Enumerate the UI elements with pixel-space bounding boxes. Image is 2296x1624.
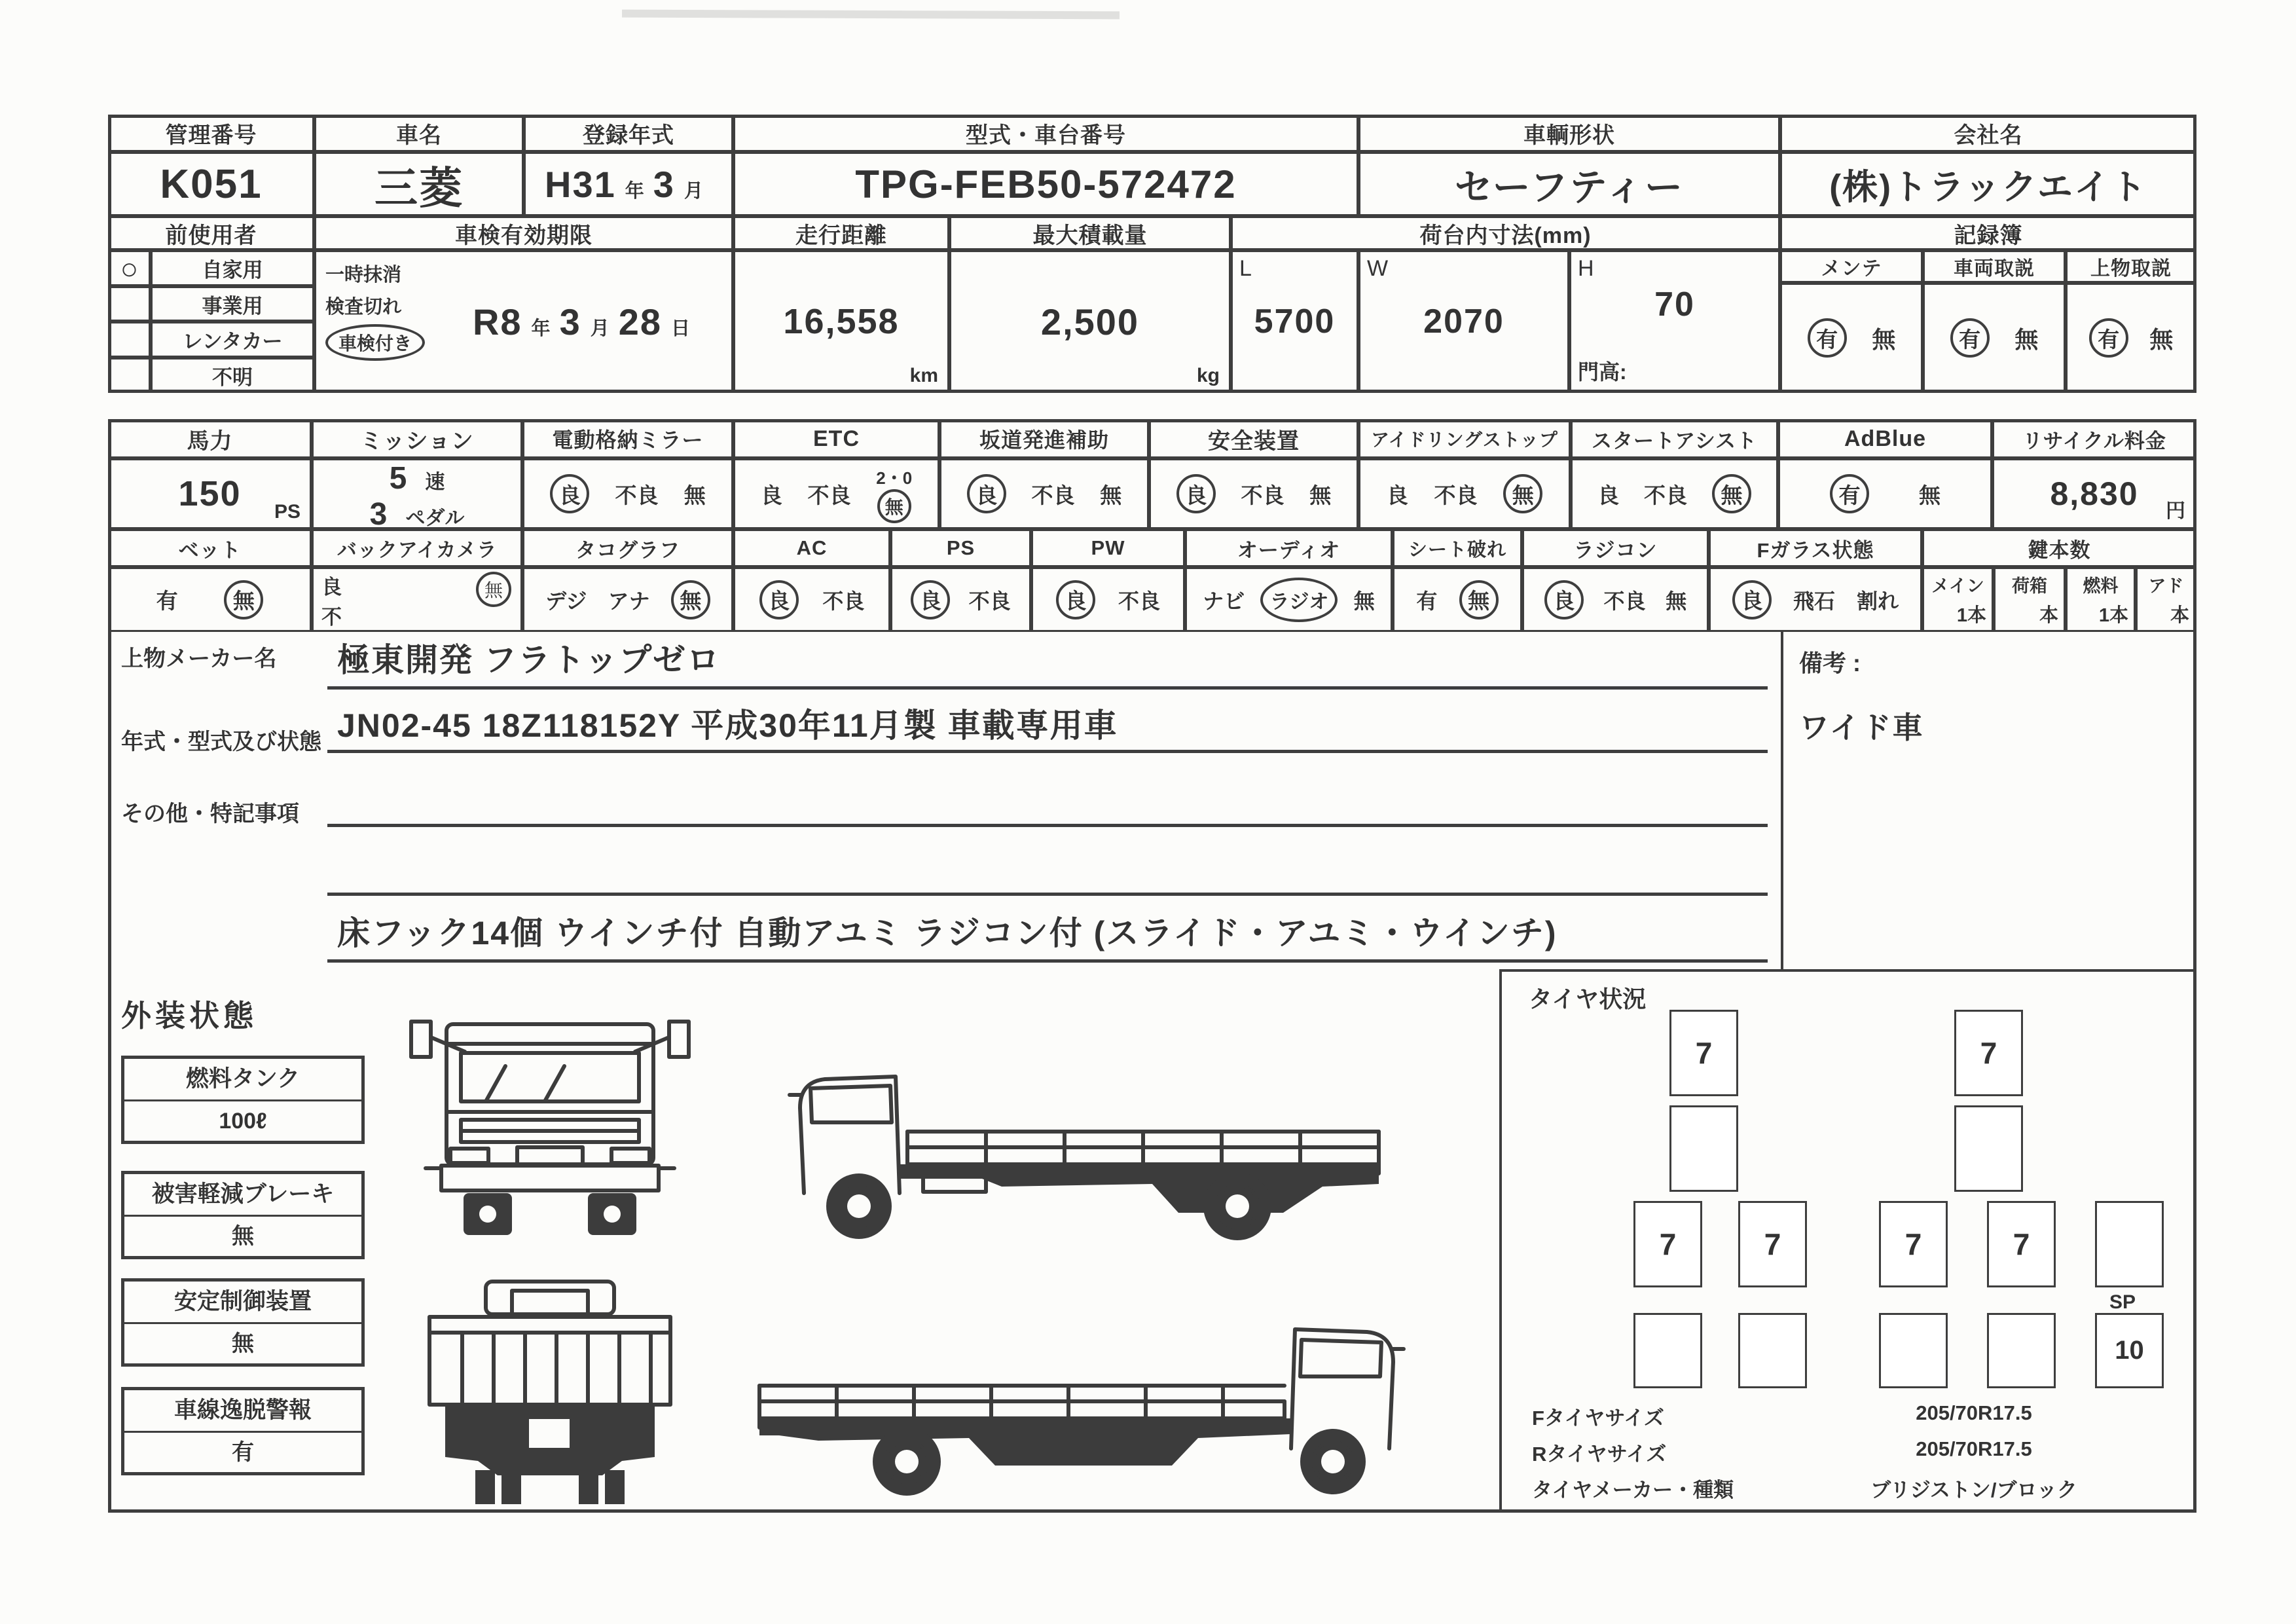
header-pw: PW xyxy=(1031,529,1185,567)
tachograph-value: デジ アナ 無 xyxy=(522,567,733,632)
header-front-glass: Fガラス状態 xyxy=(1709,529,1922,567)
tire-front-right: 7 xyxy=(1954,1010,2023,1096)
key-fuel-cell: 燃料 1本 xyxy=(2066,567,2136,632)
header-idling-stop: アイドリングストップ xyxy=(1358,419,1571,458)
idling-stop-value: 良 不良 無 xyxy=(1358,458,1571,529)
header-key-count: 鍵本数 xyxy=(1922,529,2196,567)
header-start-assist: スタートアシスト xyxy=(1571,419,1778,458)
header-previous-user: 前使用者 xyxy=(108,216,314,250)
mileage-value: 16,558 km xyxy=(733,250,949,393)
prev-user-mark-rental xyxy=(108,322,151,358)
header-max-payload: 最大積載量 xyxy=(949,216,1231,250)
tire-rear-outer-right: 7 xyxy=(1987,1201,2056,1287)
prev-user-mark-unknown xyxy=(108,358,151,393)
etc-value: 良 不良 2・0 無 xyxy=(733,458,939,529)
tire-front-left: 7 xyxy=(1669,1010,1738,1096)
control-number-value: K051 xyxy=(108,152,314,216)
header-audio: オーディオ xyxy=(1185,529,1393,567)
header-registration-year: 登録年式 xyxy=(524,115,733,152)
header-mileage: 走行距離 xyxy=(733,216,949,250)
tire-rear-inner-right: 7 xyxy=(1879,1201,1948,1287)
radio-control-value: 良 不良 無 xyxy=(1522,567,1709,632)
seat-tear-value: 有 無 xyxy=(1393,567,1522,632)
header-control-number: 管理番号 xyxy=(108,115,314,152)
header-power-mirror: 電動格納ミラー xyxy=(522,419,733,458)
spec-label: 年式・型式及び状態 xyxy=(121,729,321,754)
header-mission: ミッション xyxy=(312,419,522,458)
body-shape-value: セーフティー xyxy=(1358,152,1780,216)
header-recycle-fee: リサイクル料金 xyxy=(1992,419,2196,458)
header-etc: ETC xyxy=(733,419,939,458)
records-mainte-header: メンテ xyxy=(1780,250,1923,283)
rear-tire-size-value: 205/70R17.5 xyxy=(1916,1437,2032,1460)
tire-rear-outer-left: 7 xyxy=(1633,1201,1702,1287)
prev-user-rental: レンタカー xyxy=(151,322,314,358)
header-sleeper-bed: ベット xyxy=(108,529,312,567)
info-rule-5 xyxy=(327,959,1768,963)
remarks-divider xyxy=(1781,632,1783,969)
exterior-title: 外装状態 xyxy=(121,999,257,1033)
header-model-chassis: 型式・車台番号 xyxy=(733,115,1358,152)
spare-tire-box: 10 xyxy=(2095,1313,2164,1388)
records-body-manual-value: 有 無 xyxy=(2066,283,2196,393)
prev-user-private: 自家用 xyxy=(151,250,314,286)
spec-value: JN02-45 18Z118152Y 平成30年11月製 車載専用車 xyxy=(337,707,1118,744)
header-inspection-expiry: 車検有効期限 xyxy=(314,216,733,250)
stability-control-box: 安定制御装置 無 xyxy=(121,1278,365,1367)
header-bed-dimensions: 荷台内寸法(mm) xyxy=(1231,216,1780,250)
inspection-expiry-value xyxy=(314,250,733,393)
tire-rear-inner-left: 7 xyxy=(1738,1201,1807,1287)
header-hill-assist: 坂道発進補助 xyxy=(939,419,1149,458)
max-payload-value: 2,500 kg xyxy=(949,250,1231,393)
info-rule-2 xyxy=(327,750,1768,753)
tire-bottom-1 xyxy=(1633,1313,1702,1388)
records-mainte-value: 有 無 xyxy=(1780,283,1923,393)
status-with-inspection: 車検付き xyxy=(325,324,425,361)
collision-brake-box: 被害軽減ブレーキ 無 xyxy=(121,1171,365,1259)
lane-departure-box: 車線逸脱警報 有 xyxy=(121,1387,365,1475)
tire-bottom-3 xyxy=(1879,1313,1948,1388)
pw-value: 良 不良 xyxy=(1031,567,1185,632)
truck-side-view-right-drawing xyxy=(740,1270,1408,1509)
tire-maker-value: ブリジストン/ブロック xyxy=(1870,1479,2077,1502)
tire-bottom-2 xyxy=(1738,1313,1807,1388)
truck-rear-view-drawing xyxy=(412,1274,687,1506)
tire-mid-left xyxy=(1669,1105,1738,1192)
status-temp-cancel: 一時抹消 xyxy=(325,265,402,286)
records-body-manual-header: 上物取説 xyxy=(2066,250,2196,283)
equipment-note: 床フック14個 ウインチ付 自動アユミ ラジコン付 (スライド・アユミ・ウインチ) xyxy=(337,915,1558,951)
etc-version: 2・0 xyxy=(876,468,913,488)
power-mirror-value: 良 不良 無 xyxy=(522,458,733,529)
key-cargo-cell: 荷箱 本 xyxy=(1994,567,2066,632)
prev-user-mark-private: ○ xyxy=(108,250,151,286)
inspection-expiry-date: R8 年 3 月 28 日 xyxy=(472,301,691,342)
tire-panel-title: タイヤ状況 xyxy=(1529,986,1647,1012)
bed-length-label: L xyxy=(1239,256,1252,281)
hill-assist-value: 良 不良 無 xyxy=(939,458,1149,529)
info-rule-1 xyxy=(327,686,1768,690)
bed-height-label: H xyxy=(1578,256,1594,281)
prev-user-unknown: 不明 xyxy=(151,358,314,393)
bed-height-cell: H 70 門高: xyxy=(1569,250,1780,393)
remarks-value: ワイド車 xyxy=(1799,710,1924,745)
header-radio-control: ラジコン xyxy=(1522,529,1709,567)
ps-value: 良 不良 xyxy=(890,567,1031,632)
header-tachograph: タコグラフ xyxy=(522,529,733,567)
tire-panel-top-border xyxy=(1499,969,2195,972)
header-ps: PS xyxy=(890,529,1031,567)
body-maker-label: 上物メーカー名 xyxy=(121,646,277,671)
header-company: 会社名 xyxy=(1780,115,2196,152)
header-horsepower: 馬力 xyxy=(108,419,312,458)
registration-year-value: H31 年 3 月 xyxy=(524,152,733,216)
body-maker-value: 極東開発 フラトップゼロ xyxy=(337,642,721,678)
records-vehicle-manual-header: 車両取説 xyxy=(1923,250,2066,283)
safety-device-value: 良 不良 無 xyxy=(1149,458,1358,529)
company-value: (株)トラックエイト xyxy=(1780,152,2196,216)
header-seat-tear: シート破れ xyxy=(1393,529,1522,567)
truck-front-view-drawing xyxy=(406,1002,694,1264)
info-rule-4 xyxy=(327,893,1768,896)
header-safety-device: 安全装置 xyxy=(1149,419,1358,458)
adblue-value: 有 無 xyxy=(1778,458,1992,529)
spare-tire-label: SP xyxy=(2109,1291,2136,1313)
prev-user-mark-business xyxy=(108,286,151,322)
header-records: 記録簿 xyxy=(1780,216,2196,250)
sleeper-bed-value: 有 無 xyxy=(108,567,312,632)
key-main-cell: メイン 1本 xyxy=(1922,567,1994,632)
records-vehicle-manual-value: 有 無 xyxy=(1923,283,2066,393)
header-ac: AC xyxy=(733,529,890,567)
header-back-camera: バックアイカメラ xyxy=(312,529,522,567)
key-ad-cell: アド 本 xyxy=(2136,567,2196,632)
prev-user-business: 事業用 xyxy=(151,286,314,322)
vehicle-make-value: 三菱 xyxy=(314,152,524,216)
front-glass-value: 良 飛石 割れ xyxy=(1709,567,1922,632)
tire-bottom-4 xyxy=(1987,1313,2056,1388)
bed-width-label: W xyxy=(1367,256,1389,281)
gate-height-label: 門高: xyxy=(1578,360,1627,384)
audio-value: ナビ ラジオ 無 xyxy=(1185,567,1393,632)
ac-value: 良 不良 xyxy=(733,567,890,632)
tire-mid-right xyxy=(1954,1105,2023,1192)
start-assist-value: 良 不良 無 xyxy=(1571,458,1778,529)
header-adblue: AdBlue xyxy=(1778,419,1992,458)
rear-tire-size-label: Rタイヤサイズ xyxy=(1532,1443,1667,1466)
scan-smudge xyxy=(622,10,1120,20)
horsepower-value: 150 PS xyxy=(108,458,312,529)
status-inspection-expired: 検査切れ xyxy=(325,297,402,318)
remarks-label: 備考 : xyxy=(1799,650,1861,676)
tire-maker-label: タイヤメーカー・種類 xyxy=(1532,1479,1734,1502)
front-tire-size-label: Fタイヤサイズ xyxy=(1532,1407,1664,1430)
tire-panel-left-border xyxy=(1499,969,1502,1510)
mission-value: 5 速 3 ペダル xyxy=(312,458,522,529)
header-vehicle-make: 車名 xyxy=(314,115,524,152)
bed-width-cell: W 2070 xyxy=(1358,250,1569,393)
fuel-tank-box: 燃料タンク 100ℓ xyxy=(121,1056,365,1144)
model-chassis-value: TPG-FEB50-572472 xyxy=(733,152,1358,216)
tire-rear-extra xyxy=(2095,1201,2164,1287)
bed-length-cell: L 5700 xyxy=(1231,250,1358,393)
info-rule-3 xyxy=(327,824,1768,827)
truck-side-view-left-drawing xyxy=(786,1022,1401,1247)
inspection-status-options xyxy=(325,260,425,361)
recycle-fee-value: 8,830 円 xyxy=(1992,458,2196,529)
front-tire-size-value: 205/70R17.5 xyxy=(1916,1401,2032,1424)
back-camera-value: 良 不 無 xyxy=(312,567,522,632)
notes-label: その他・特記事項 xyxy=(121,802,299,826)
header-body-shape: 車輌形状 xyxy=(1358,115,1780,152)
